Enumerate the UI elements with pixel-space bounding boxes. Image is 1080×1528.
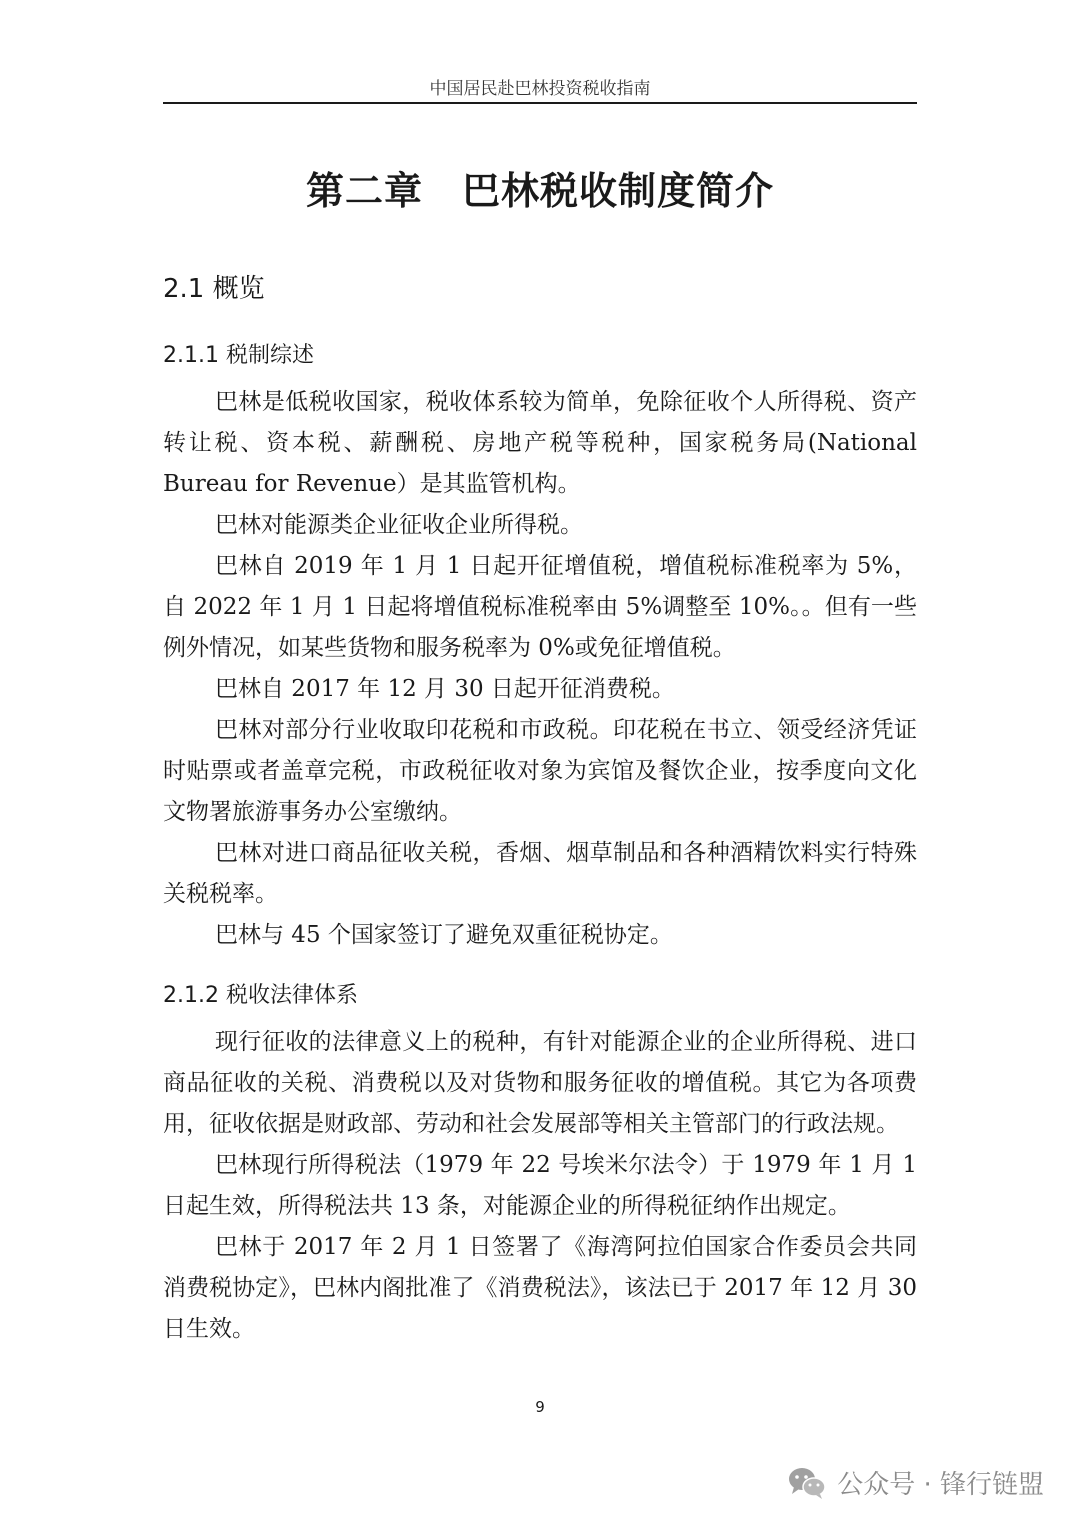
running-header: 中国居民赴巴林投资税收指南	[429, 79, 651, 99]
paragraph: 巴林现行所得税法（1979 年 22 号埃米尔法令）于 1979 年 1 月 1 日起生效，所得税法共 13 条，对能源企业的所得税征纳作出规定。	[163, 1152, 917, 1219]
chapter-title: 第二章 巴林税收制度简介	[305, 169, 774, 213]
page-number: 9	[535, 1398, 545, 1416]
watermark-text: 公众号 · 锋行链盟	[837, 1470, 1044, 1500]
section-heading-2-1-1: 2.1.1 税制综述	[163, 343, 314, 368]
paragraph: 巴林自 2019 年 1 月 1 日起开征增值税，增值税标准税率为 5%，自 2022 年 1 月 1 日起将增值税标准税率由 5%调整至 10%。。但有一些例外情况，如某些货物和服务税率为 0%或免征增值税。	[163, 553, 917, 661]
section-2-1-2-body	[163, 1022, 917, 1350]
paragraph: 巴林对能源类企业征收企业所得税。	[215, 512, 583, 538]
header-rule	[163, 102, 917, 104]
watermark	[787, 1464, 1044, 1501]
paragraph: 巴林对进口商品征收关税，香烟、烟草制品和各种酒精饮料实行特殊关税税率。	[163, 840, 917, 907]
wechat-icon	[787, 1466, 827, 1500]
section-heading-2-1: 2.1 概览	[163, 274, 265, 304]
section-2-1-1-body	[163, 382, 917, 956]
paragraph: 现行征收的法律意义上的税种，有针对能源企业的企业所得税、进口商品征收的关税、消费税以及对货物和服务征收的增值税。其它为各项费用，征收依据是财政部、劳动和社会发展部等相关主管部门的行政法规。	[163, 1029, 917, 1137]
paragraph: 巴林自 2017 年 12 月 30 日起开征消费税。	[215, 676, 675, 702]
paragraph: 巴林与 45 个国家签订了避免双重征税协定。	[215, 922, 673, 948]
paragraph: 巴林对部分行业收取印花税和市政税。印花税在书立、领受经济凭证时贴票或者盖章完税，市政税征收对象为宾馆及餐饮企业，按季度向文化文物署旅游事务办公室缴纳。	[163, 717, 917, 825]
paragraph: 巴林于 2017 年 2 月 1 日签署了《海湾阿拉伯国家合作委员会共同消费税协定》，巴林内阁批准了《消费税法》，该法已于 2017 年 12 月 30 日生效。	[163, 1234, 917, 1342]
paragraph: 巴林是低税收国家，税收体系较为简单，免除征收个人所得税、资产转让税、资本税、薪酬税、房地产税等税种，国家税务局(National Bureau for Revenue）是其监管机构。	[163, 389, 917, 497]
section-heading-2-1-2: 2.1.2 税收法律体系	[163, 983, 358, 1008]
